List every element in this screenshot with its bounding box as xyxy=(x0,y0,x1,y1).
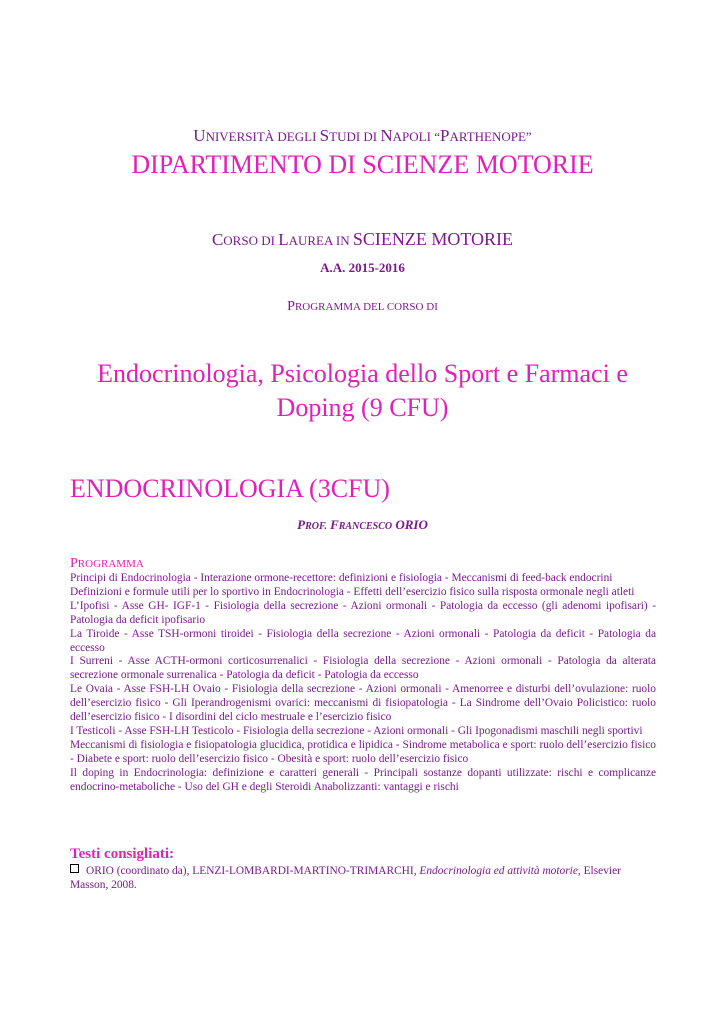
module-title: ENDOCRINOLOGIA (3CFU) xyxy=(70,474,390,503)
course-title-line: Endocrinologia, Psicologia dello Sport e Farmaci e xyxy=(97,359,628,388)
sc-rest: AUREA IN xyxy=(288,233,353,248)
sc-capital: P xyxy=(439,126,450,145)
course-line xyxy=(0,229,725,250)
program-item: Definizioni e formule utili per lo sportivo in Endocrinologia - Effetti dell’esercizio fisico sulla risposta ormonale negli atleti xyxy=(70,585,635,598)
references-heading: Testi consigliati: xyxy=(70,846,175,862)
sc-rest: ROGRAMMA DEL CORSO DI xyxy=(294,301,438,313)
course-title xyxy=(60,357,665,425)
department-title: DIPARTIMENTO DI SCIENZE MOTORIE xyxy=(131,150,594,179)
professor-name xyxy=(0,517,725,533)
program-item: Principi di Endocrinologia - Interazione ormone-recettore: definizioni e fisiologia - Meccanismi di feed-back endocrini xyxy=(70,572,613,584)
sc-capital: S xyxy=(319,126,330,145)
sc-rest: ROGRAMMA xyxy=(77,558,144,570)
sc-rest: APOLI “ xyxy=(392,129,440,144)
program-item: L’Ipofisi - Asse GH- IGF-1 - Fisiologia della secrezione - Azioni ormonali - Patologia da eccesso (gli adenomi ipofisari) - Patologia da deficit ipofisario xyxy=(70,599,656,626)
sc-rest: ARTHENOPE” xyxy=(449,129,532,144)
sc-capital: C xyxy=(211,230,224,249)
program-item: Meccanismi di fisiologia e fisiopatologia glucidica, protidica e lipidica - Sindrome metabolica e sport: ruolo dell’esercizio fisico - Diabete e sport: ruolo dell’esercizio fisico - Obesità e sport: ruolo dell’esercizio fisico xyxy=(70,738,656,765)
sc-rest: NIVERSITÀ DEGLI xyxy=(205,129,320,144)
sc-capital: P xyxy=(287,299,295,314)
program-items xyxy=(70,572,656,795)
sc-capital: N xyxy=(380,126,393,145)
reference-publisher: , Elsevier Masson, 2008. xyxy=(70,865,621,891)
reference-authors: ORIO (coordinato da), LENZI-LOMBARDI-MARTINO-TRIMARCHI, xyxy=(86,865,420,877)
professor-surname: ORIO xyxy=(395,517,428,532)
program-of-course xyxy=(0,299,725,315)
sc-capital: F xyxy=(330,517,339,532)
sc-capital: P xyxy=(297,517,306,532)
reference-item xyxy=(70,864,656,892)
sc-rest: ROF. xyxy=(305,521,327,532)
sc-capital: P xyxy=(70,556,78,571)
checkbox-square-icon xyxy=(70,864,79,873)
university-name xyxy=(0,126,725,146)
reference-title: Endocrinologia ed attività motorie xyxy=(419,865,578,877)
sc-rest: TUDI DI xyxy=(329,129,381,144)
program-heading xyxy=(70,556,144,572)
academic-year: A.A. 2015-2016 xyxy=(320,260,405,275)
sc-rest: ORSO DI xyxy=(223,233,279,248)
program-item: Le Ovaia - Asse FSH-LH Ovaio - Fisiologia della secrezione - Azioni ormonali - Amenorree e disturbi dell’ovulazione: ruolo dell’esercizio fisico - Gli Iperandrogenismi ovarici: meccanismi di fisiopatologia - La Sindrome dell’Ovaio Policistico: ruolo dell’esercizio fisico - I disordini del ciclo mestruale e l’esercizio fisico xyxy=(70,683,656,724)
program-item: I Testicoli - Asse FSH-LH Testicolo - Fisiologia della secrezione - Azioni ormonali - Gli Ipogonadismi maschili negli sportivi xyxy=(70,724,643,737)
course-title-line: Doping (9 CFU) xyxy=(276,393,449,422)
course-name: SCIENZE MOTORIE xyxy=(352,229,514,249)
sc-rest: RANCESCO xyxy=(338,521,393,532)
program-item: I Surreni - Asse ACTH-ormoni corticosurrenalici - Fisiologia della secrezione - Azioni ormonali - Patologia da alterata secrezione ormonale surrenalica - Patologia da deficit - Patologia da eccesso xyxy=(70,655,656,682)
sc-capital: L xyxy=(278,230,289,249)
program-item: La Tiroide - Asse TSH-ormoni tiroidei - Fisiologia della secrezione - Azioni ormonali - Patologia da deficit - Patologia da eccesso xyxy=(70,627,656,654)
program-item: Il doping in Endocrinologia: definizione e caratteri generali - Principali sostanze dopanti utilizzate: rischi e complicanze endocrino-metaboliche - Uso del GH e degli Steroidi Anabolizzanti: vantaggi e rischi xyxy=(70,766,656,793)
sc-capital: U xyxy=(193,126,206,145)
